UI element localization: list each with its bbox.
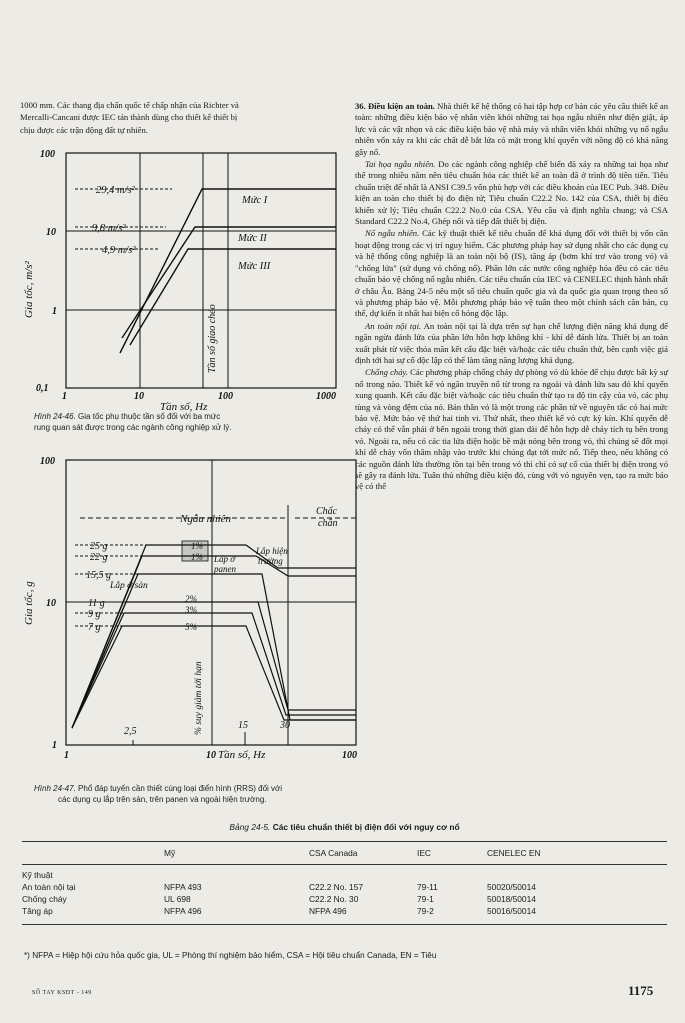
fig46-level-label: Mức I [242, 195, 268, 206]
fig47-ytick: 10 [46, 598, 56, 609]
paragraph-body: Các phương pháp chống cháy dự phòng vỏ dù khỏe để chịu được bất kỳ sự nổ trong nào. Thiết kế vỏ ngăn truyền nổ từ trong ra ngoài và đánh lửa sau đó khí quyển xung quanh. Kết cấu đặc biệt và/hoặc các tiêu chuẩn thử tạo ra độ tin cậy của vỏ, các phụ tùng và vòng đệm của nó. Bản thân vỏ là một trong các phần tử về nguyên tắc có hai mức bảo vệ. Mức bảo vệ thứ hai tinh vi. Thứ nhất, theo thiết kế vỏ cực kỳ kín. Khí quyển dễ cháy có thể vẫn phải ở bên ngoài trong thời gian dài để hỗn hợp dễ cháy tích tụ bên trong vỏ. Ngoài ra, nếu có các tia lửa điện hoặc bề mặt nóng bên trong vỏ, thì chúng sẽ đốt mọi khí dễ cháy vốn thâm nhập vào trước khi chúng đạt tới mức nổ. Tiếp theo, nếu không có các nguồn đánh lửa thường tồn tại bên trong vỏ thì chỉ có sự cố của thiết bị điện trong vỏ sẽ gây ra đánh lửa. Tuân thủ những điều kiện đó, cùng với vỏ nguyên vẹn, tạo ra mức bảo vệ có thể [355, 367, 668, 492]
fig47-region-shock: Chấc [316, 506, 338, 517]
table-section-cell: Kỹ thuật [22, 870, 53, 880]
paragraph-heading: An toàn nội tại. [365, 320, 422, 331]
table-cell: C22.2 No. 30 [309, 894, 359, 904]
fig47-xtick: 15 [238, 720, 248, 731]
paragraph-heading: Nổ ngẫu nhiên. [365, 228, 420, 239]
fig47-damping-label: % suy giảm tới hạn [194, 661, 204, 735]
fig47-ytick: 100 [40, 456, 55, 467]
paragraph-body: Do các ngành công nghiệp chế biến đã xảy ra những tai họa như thế trong nhiều năm nên tiêu chuẩn hóa các thiết kế an toàn đã ở trình độ tiên tiến. Tiêu chuẩn triệt để nhất là ANSI C39.5 vốn phù hợp với các điều khoản của IEC Pub. 348. Điều kiện an toàn cho thiết bị đo điện tử; Tiêu chuẩn C22.2 No. 142 của CSA, thiết bị điều khiển xử lý; Tiêu chuẩn C22.2 No.0 của CSA. Yêu cầu và định nghĩa chung; và CSA Standard C22.2 No.4, Ghép nối và tiếp đất thiết bị điện. [355, 159, 668, 227]
table-section-row [22, 870, 667, 882]
table-title-text: Các tiêu chuẩn thiết bị điện đối với nguy cơ nổ [272, 822, 460, 832]
fig46-ytick: 0,1 [36, 383, 49, 394]
table-cell: 79-1 [417, 894, 434, 904]
standards-table [22, 842, 667, 864]
table-footnote: *) NFPA = Hiệp hội cứu hỏa quốc gia, UL = Phòng thí nghiệm bảo hiểm, CSA = Hội tiêu chuẩn Canada, EN = Tiêu [24, 951, 437, 960]
table-header-row [22, 842, 667, 864]
table-24-5 [22, 822, 667, 925]
intro-line: chịu được các trận động đất tự nhiên. [20, 124, 148, 135]
fig47-caption-label: Hình 24-47. [34, 784, 76, 793]
table-cell: Tăng áp [22, 906, 53, 916]
fig47-curve-9g [72, 613, 356, 728]
fig46-level-label: Mức III [238, 261, 271, 272]
fig47-pct-label: 1% [191, 541, 203, 551]
fig46-ytick: 10 [46, 227, 56, 238]
table-header-cell: CSA Canada [309, 848, 358, 858]
right-column [355, 101, 668, 494]
fig47-region-shock: chắn [318, 518, 338, 529]
paragraph-intrinsic-safety [355, 321, 668, 367]
fig46-curve-level-3 [130, 249, 336, 345]
left-intro [20, 100, 338, 137]
fig47-g-label: 22 g [90, 552, 108, 563]
paragraph-heading: Chống cháy. [365, 367, 408, 378]
fig47-curve-15-5g [72, 574, 356, 728]
table-cell: NFPA 493 [164, 882, 202, 892]
intro-line: Mercalli-Cancani được IEC tán thành dùng cho thiết kế thiết bị [20, 112, 238, 123]
fig47-ylabel: Gia tốc, g [23, 581, 35, 625]
fig46-curve-level-2 [122, 227, 336, 338]
table-cell: 79-11 [417, 882, 438, 892]
fig47-xtick: 100 [342, 750, 357, 761]
table-cell: 50020/50014 [487, 882, 536, 892]
fig46-caption-text: Gia tốc phụ thuộc tần số đối với ba mức [78, 412, 221, 421]
fig46-xlabel: Tần số, Hz [160, 401, 208, 413]
fig46-accel-label: 4,9 m/s² [102, 245, 136, 256]
table-cell: An toàn nội tại [22, 882, 76, 892]
fig47-mount-label: panen [214, 564, 236, 574]
fig47-pct-label: 5% [185, 622, 197, 632]
table-header-cell: Mỹ [164, 848, 176, 858]
fig47-xlabel: Tần số, Hz [218, 749, 266, 761]
paragraph-heading: Tai họa ngẫu nhiên. [365, 159, 436, 170]
standards-table-body [22, 870, 667, 918]
table-title-label: Bảng 24-5. [229, 822, 271, 832]
figure-24-47 [20, 450, 370, 780]
fig47-mount-label: Lắp ở sàn [110, 581, 148, 591]
fig47-caption-text: Phổ đáp tuyến cần thiết cùng loại điển hình (RRS) đối với [78, 784, 283, 793]
paragraph-body: Nhà thiết kế hệ thống có hai tập hợp cơ bản các yêu cầu thiết kế an toàn: những điều kiện bảo vệ nhân viên khỏi những tai họa ngẫu nhiên như điện giật, áp lực và các vật nhọn và các điều kiện bảo vệ nhà máy và nhân viên khỏi những vụ nổ ngẫu nhiên vốn xảy ra khi các chất dễ bắt lửa có mặt trong khí quyển với nồng độ có khả năng gây nổ. [355, 101, 668, 157]
fig46-xtick: 1000 [316, 391, 336, 402]
table-cell: NFPA 496 [309, 906, 347, 916]
fig46-xtick: 1 [62, 391, 67, 402]
fig47-mount-label: Lắp ở [214, 554, 236, 564]
table-cell: Chống cháy [22, 894, 67, 904]
fig46-ytick: 100 [40, 149, 55, 160]
fig47-curve-11g [72, 602, 356, 728]
fig47-xtick: 30 [280, 720, 290, 731]
fig47-xtick: 2,5 [124, 726, 137, 737]
page-number: 1175 [628, 983, 654, 998]
table-cell: 79-2 [417, 906, 434, 916]
fig46-accel-label: 9,8 m/s² [92, 223, 126, 234]
fig47-region-random: Ngẫu nhiên [180, 513, 232, 525]
table-header-cell [22, 842, 164, 864]
table-title [22, 822, 667, 832]
fig46-ylabel: Gia tốc, m/s² [23, 261, 35, 318]
paragraph-accidental-explosion [355, 228, 668, 319]
paragraph-body: Các kỹ thuật thiết kế tiêu chuẩn để khả dụng đối với thiết bị vốn cần hoạt động trong các vị trí nguy hiểm. Các phương pháp hay sử dụng nhất cho các dụng cụ và hệ thống công nghiệp là an toàn nội bộ (IS), tăng áp (bơm khí trơ vào trong vỏ) và "chống lửa" (sử dụng vỏ chống nổ). Phần lớn các nước công nghiệp hóa đều có các tiêu chuẩn bảo vệ chống nổ ngẫu nhiên. Các tiêu chuẩn của IEC và CENELEC thịnh hành nhất ở châu Âu. Bảng 24-5 nêu một số tiêu chuẩn quốc gia và đa quốc gia quan trọng theo số và phương pháp bảo vệ. Mỗi phương pháp bảo vệ tuân theo một chính sách căn bản, cụ thể, dự kiến ít nhất hai biện cố hỏng độc lập. [355, 228, 668, 319]
table-cell: NFPA 496 [164, 906, 202, 916]
fig47-mount-label: Lắp hiện [256, 546, 288, 556]
fig47-caption [34, 783, 364, 805]
paragraph-safety-conditions [355, 101, 668, 158]
fig46-caption-label: Hình 24-46. [34, 412, 76, 421]
footer-book-code: SỔ TAY KSĐT - 149 [32, 990, 92, 996]
paragraph-accidental-hazard [355, 159, 668, 227]
table-header-cell: IEC [417, 848, 431, 858]
fig47-g-label: 7 g [88, 622, 101, 633]
fig47-pct-label: 1% [191, 552, 203, 562]
fig47-g-label: 15,5 g [86, 570, 111, 581]
fig46-xtick: 100 [218, 391, 233, 402]
fig47-mount-label: trường [258, 556, 283, 566]
table-cell: 50016/50014 [487, 906, 536, 916]
fig47-g-label: 11 g [88, 598, 105, 609]
fig47-g-label: 9 g [88, 609, 101, 620]
fig46-caption-text: rung quan sát được trong các ngành công nghiệp xử lý. [34, 423, 232, 432]
table-bottom-rule [22, 924, 667, 925]
table-cell: 50018/50014 [487, 894, 536, 904]
fig47-pct-label: 3% [185, 605, 197, 615]
table-row [22, 882, 667, 894]
table-header-cell: CENELEC EN [487, 848, 541, 858]
paragraph-body: An toàn nội tại là dựa trên sự hạn chế lượng điện năng khả dụng để ngăn ngừa đánh lửa của phần lớn hỗn hợp không khí - khí dễ đánh lửa. Thiết bị an toàn xuất phát từ việc thỏa mãn kết cấu đặc biệt và/hoặc các tiêu chuẩn thử, bên cạnh việc giả định tới hai sự cố độc lập có thể làm tăng năng lượng khả dụng. [355, 320, 668, 365]
figure-24-46 [20, 143, 350, 413]
fig46-crossover-label: Tần số giao chéo [207, 304, 218, 373]
fig46-level-label: Mức II [238, 233, 267, 244]
intro-line: 1000 mm. Các thang địa chấn quốc tế chấp nhận của Richter và [20, 100, 239, 110]
table-header-rule [22, 864, 667, 865]
table-cell: C22.2 No. 157 [309, 882, 364, 892]
paragraph-flameproof [355, 367, 668, 492]
table-row [22, 906, 667, 918]
table-cell: UL 698 [164, 894, 191, 904]
fig46-xtick: 10 [134, 391, 144, 402]
fig47-xtick: 1 [64, 750, 69, 761]
table-row [22, 894, 667, 906]
fig46-ytick: 1 [52, 306, 57, 317]
fig47-caption-text: các dụng cụ lắp trên sàn, trên panen và ngoài hiện trường. [58, 795, 267, 804]
fig47-curve-7g [72, 626, 356, 728]
fig47-xtick: 10 [206, 750, 216, 761]
fig47-ytick: 1 [52, 740, 57, 751]
fig47-pct-label: 2% [185, 594, 197, 604]
fig47-g-label: 25 g [90, 541, 108, 552]
fig46-accel-label: 29,4 m/s² [96, 185, 135, 196]
section-heading: 36. Điều kiện an toàn. [355, 101, 435, 111]
fig46-caption [34, 411, 344, 433]
